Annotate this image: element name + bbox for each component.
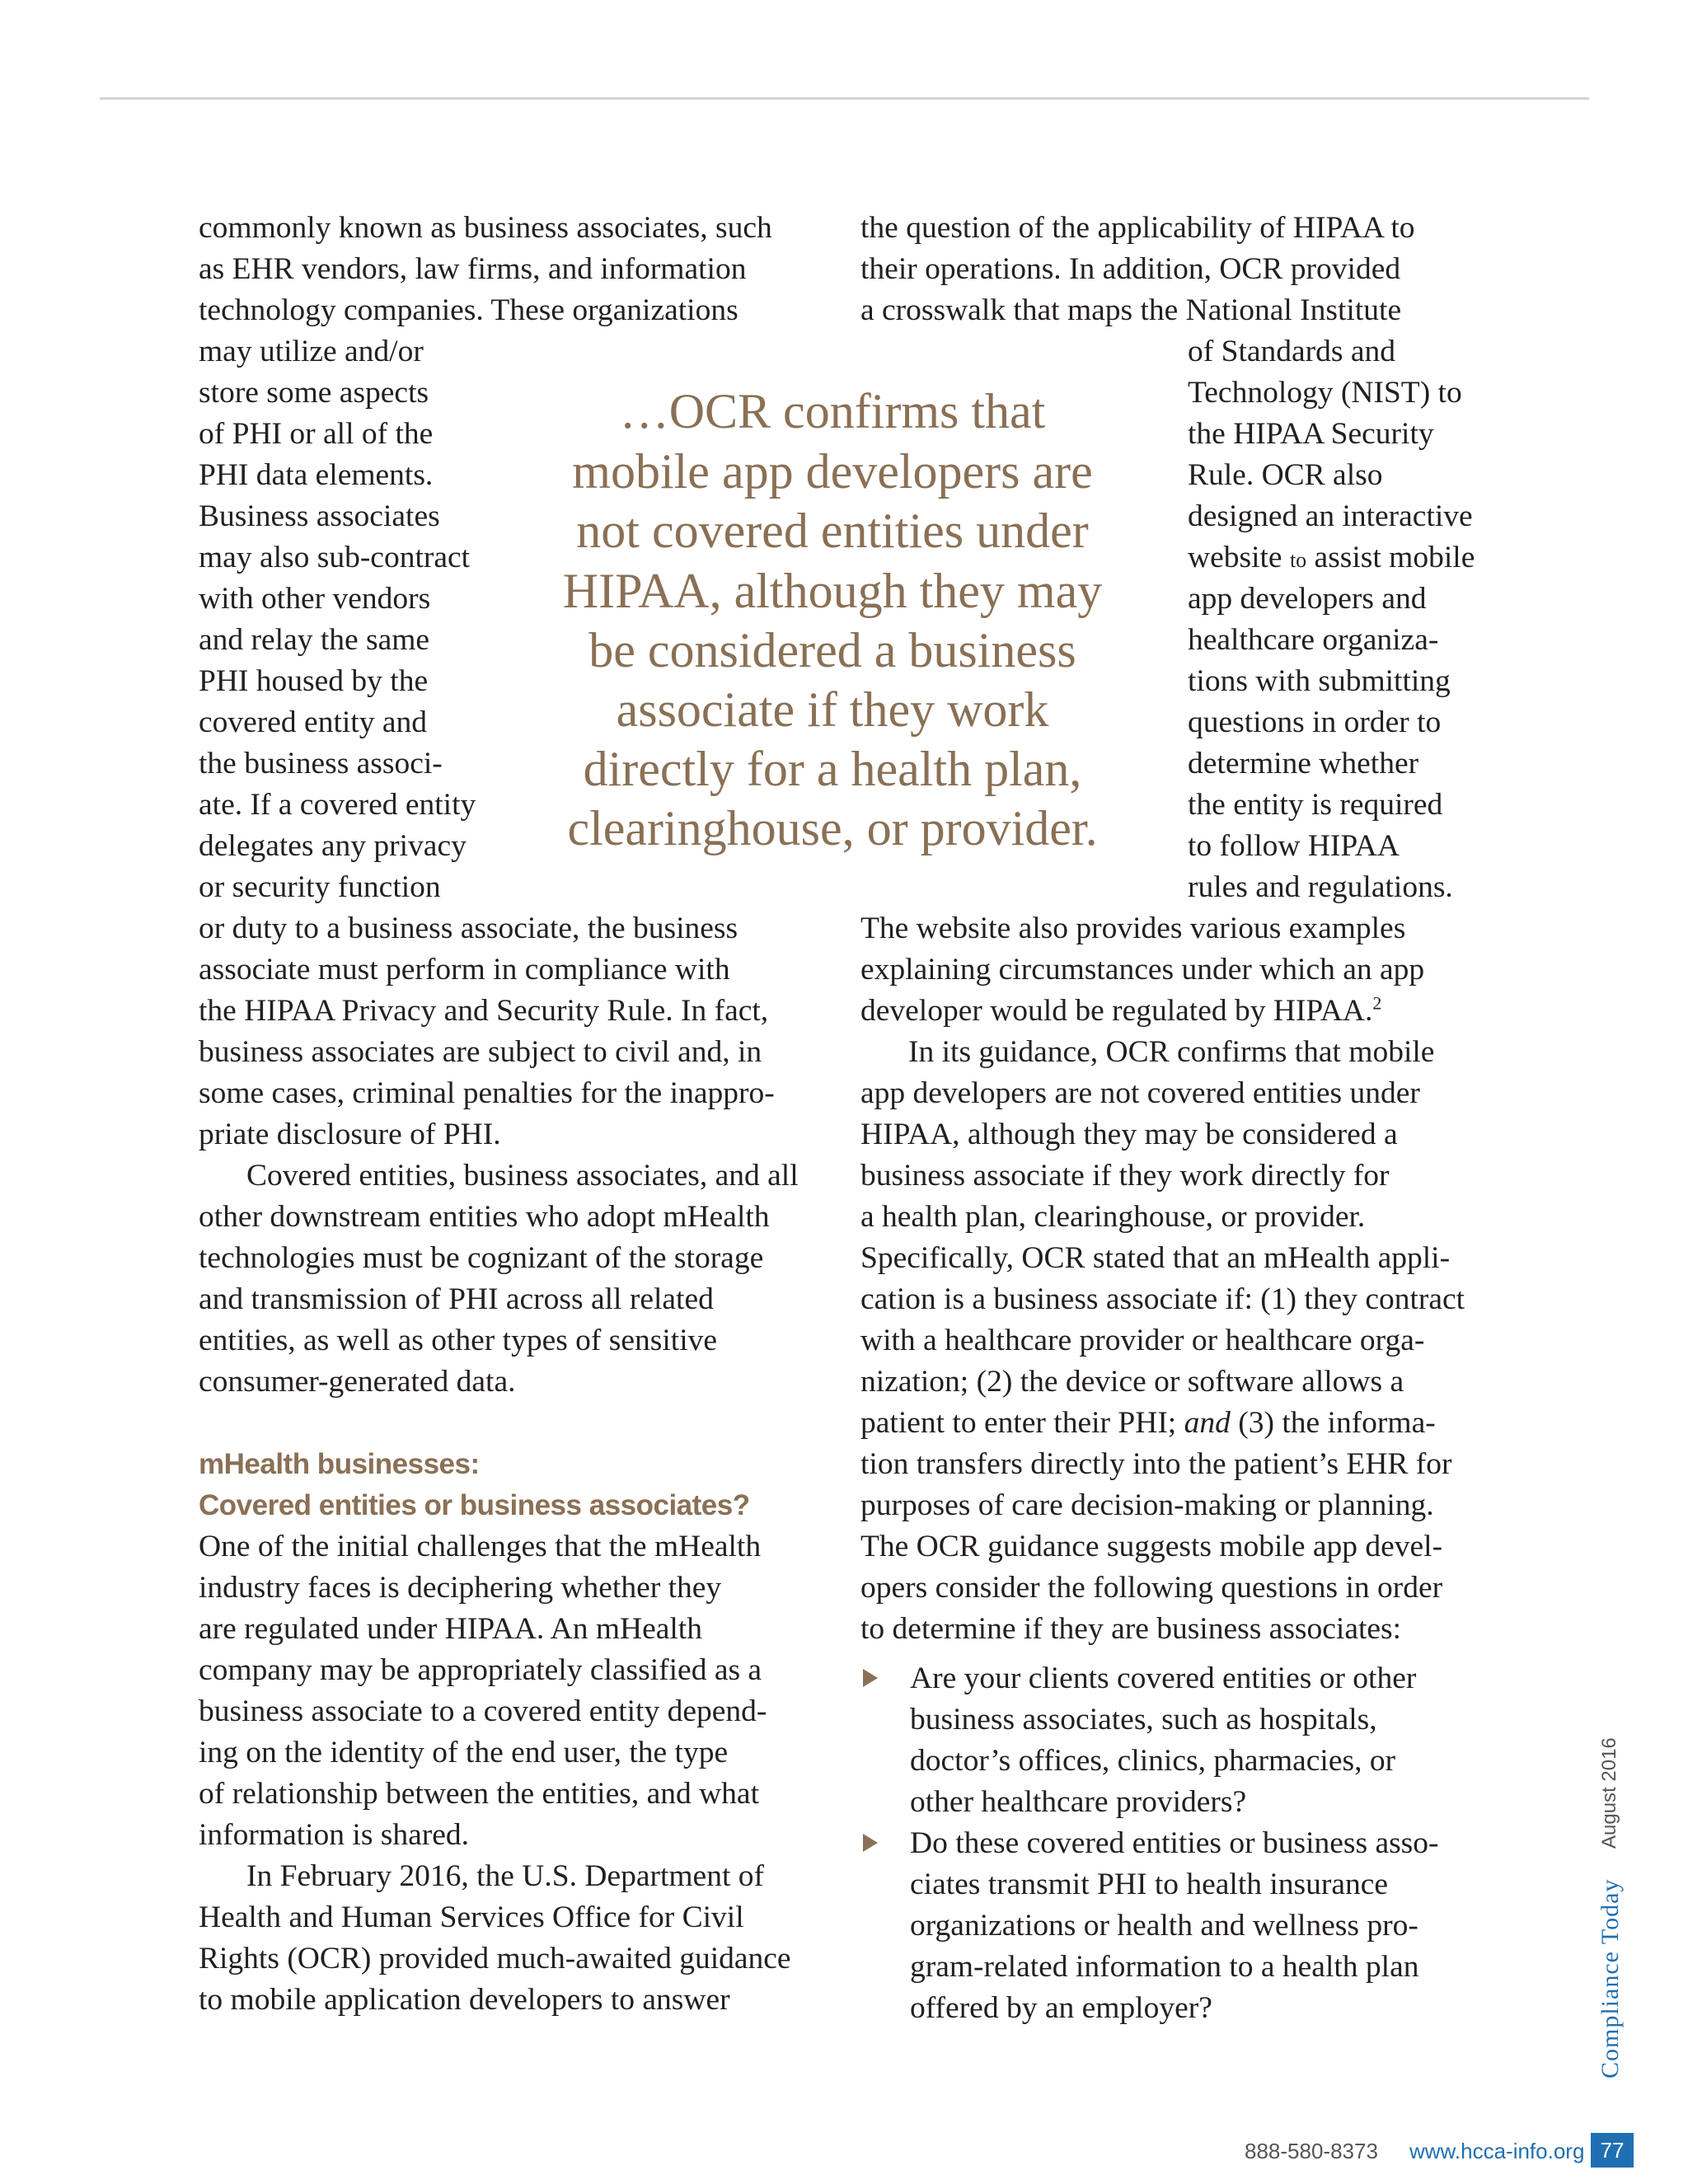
body-line: Specifically, OCR stated that an mHealth appli- [860, 1241, 1451, 1275]
page-number: 77 [1591, 2133, 1634, 2168]
bullet-line: doctor’s offices, clinics, pharmacies, or [910, 1744, 1396, 1778]
body-line: technologies must be cognizant of the storage [199, 1241, 764, 1275]
body-line: information is shared. [199, 1818, 470, 1852]
body-line: tion transfers directly into the patient’s EHR for [860, 1447, 1452, 1481]
body-line: explaining circumstances under which an app [860, 953, 1425, 987]
body-line: Rule. OCR also [1188, 458, 1383, 492]
pull-quote-line: associate if they work [616, 682, 1049, 737]
body-line: consumer-generated data. [199, 1365, 516, 1399]
body-line [860, 1403, 1436, 1444]
body-line: In February 2016, the U.S. Department of [246, 1859, 764, 1893]
pull-quote-line: mobile app developers are [572, 444, 1093, 499]
bullet-line: organizations or health and wellness pro- [910, 1909, 1418, 1943]
body-line: healthcare organiza- [1188, 623, 1439, 657]
body-line: ate. If a covered entity [199, 788, 476, 822]
body-line: to follow HIPAA [1188, 829, 1400, 863]
section-heading: mHealth businesses: [199, 1448, 480, 1480]
body-line: industry faces is deciphering whether they [199, 1571, 722, 1605]
footer-phone: 888-580-8373 [1245, 2139, 1378, 2163]
bullet-line: other healthcare providers? [910, 1785, 1247, 1819]
body-text-small: to [1289, 548, 1307, 572]
body-line: In its guidance, OCR confirms that mobile [908, 1035, 1435, 1069]
body-line: their operations. In addition, OCR provided [860, 252, 1401, 286]
pull-quote-line: not covered entities under [576, 504, 1089, 558]
footnote-ref: 2 [1372, 992, 1382, 1014]
bullet-line: business associates, such as hospitals, [910, 1703, 1377, 1736]
body-line: Technology (NIST) to [1188, 376, 1462, 410]
bullet-line: Do these covered entities or business asso- [910, 1826, 1439, 1860]
body-line: opers consider the following questions in order [860, 1571, 1443, 1605]
body-line: Covered entities, business associates, and all [246, 1159, 799, 1193]
section-heading: Covered entities or business associates? [199, 1489, 750, 1521]
magazine-title: Compliance Today [1597, 1878, 1624, 2079]
bullet-line: offered by an employer? [910, 1991, 1212, 2025]
body-line: tions with submitting [1188, 664, 1451, 698]
body-line: covered entity and [199, 705, 427, 739]
pull-quote-line: …OCR confirms that [619, 384, 1046, 438]
body-line: associate must perform in compliance with [199, 953, 730, 987]
body-line: priate disclosure of PHI. [199, 1118, 501, 1151]
body-line: of PHI or all of the [199, 417, 434, 451]
body-line: determine whether [1188, 747, 1419, 780]
body-line: Business associates [199, 499, 440, 533]
body-line: with other vendors [199, 582, 431, 616]
body-line: and relay the same [199, 623, 430, 657]
bullet-arrow-icon [863, 1834, 878, 1852]
body-line: the HIPAA Security [1188, 417, 1434, 451]
body-text: (3) the informa- [1238, 1406, 1436, 1440]
body-line: a health plan, clearinghouse, or provider. [860, 1200, 1366, 1234]
body-line: and transmission of PHI across all related [199, 1282, 714, 1316]
body-line: to mobile application developers to answer [199, 1983, 730, 2017]
body-line: with a healthcare provider or healthcare orga- [860, 1324, 1425, 1357]
body-line: designed an interactive [1188, 499, 1473, 533]
body-line: nization; (2) the device or software allows a [860, 1365, 1404, 1399]
footer-url[interactable]: www.hcca-info.org [1409, 2139, 1585, 2163]
body-text: developer would be regulated by HIPAA. [860, 994, 1373, 1028]
body-line: entities, as well as other types of sensitive [199, 1324, 718, 1357]
body-line: Health and Human Services Office for Civil [199, 1900, 744, 1934]
pull-quote-line: be considered a business [588, 623, 1076, 677]
top-rule [100, 97, 1589, 100]
body-line: purposes of care decision-making or planning. [860, 1488, 1434, 1522]
body-line: of relationship between the entities, and what [199, 1777, 759, 1811]
body-line: as EHR vendors, law firms, and information [199, 252, 747, 286]
body-line: or duty to a business associate, the business [199, 912, 738, 945]
body-line: may utilize and/or [199, 335, 424, 368]
body-text: assist mobile [1314, 541, 1475, 574]
body-line: rules and regulations. [1188, 870, 1453, 904]
body-text: website [1188, 541, 1282, 574]
body-line: company may be appropriately classified as a [199, 1653, 762, 1687]
body-line: The website also provides various examples [860, 912, 1406, 945]
body-line: the question of the applicability of HIPAA to [860, 211, 1415, 245]
body-line: app developers and [1188, 582, 1427, 616]
body-line: are regulated under HIPAA. An mHealth [199, 1612, 702, 1646]
body-line: app developers are not covered entities under [860, 1076, 1420, 1110]
pull-quote-line: clearinghouse, or provider. [567, 801, 1098, 855]
body-line: the business associ- [199, 747, 443, 780]
body-line: the entity is required [1188, 788, 1443, 822]
issue-date: August 2016 [1598, 1737, 1620, 1849]
body-line: HIPAA, although they may be considered a [860, 1118, 1398, 1151]
body-text-italic: and [1184, 1406, 1231, 1440]
body-line: delegates any privacy [199, 829, 467, 863]
body-line: One of the initial challenges that the mHealth [199, 1530, 762, 1563]
pull-quote-line: HIPAA, although they may [562, 564, 1103, 618]
body-line: of Standards and [1188, 335, 1396, 368]
bullet-line: ciates transmit PHI to health insurance [910, 1868, 1389, 1901]
body-line: commonly known as business associates, such [199, 211, 772, 245]
body-line: store some aspects [199, 376, 429, 410]
body-line: Rights (OCR) provided much-awaited guidance [199, 1942, 791, 1975]
pull-quote-line: directly for a health plan, [583, 742, 1082, 796]
body-line: business associates are subject to civil and, in [199, 1035, 762, 1069]
body-line: to determine if they are business associates: [860, 1612, 1402, 1646]
body-line: some cases, criminal penalties for the inappro- [199, 1076, 775, 1110]
body-line [860, 991, 1381, 1032]
body-line: business associate to a covered entity depend- [199, 1694, 767, 1728]
body-line: PHI housed by the [199, 664, 429, 698]
body-line: may also sub-contract [199, 541, 471, 574]
body-line [1188, 537, 1475, 581]
bullet-arrow-icon [863, 1669, 878, 1687]
body-line: business associate if they work directly for [860, 1159, 1390, 1193]
body-line: The OCR guidance suggests mobile app devel- [860, 1530, 1443, 1563]
bullet-line: gram-related information to a health plan [910, 1950, 1419, 1984]
body-line: ing on the identity of the end user, the type [199, 1736, 729, 1769]
body-text: patient to enter their PHI; [860, 1406, 1177, 1440]
body-line: other downstream entities who adopt mHealth [199, 1200, 770, 1234]
body-line: a crosswalk that maps the National Institute [860, 293, 1402, 327]
body-line: technology companies. These organizations [199, 293, 738, 327]
body-line: cation is a business associate if: (1) they contract [860, 1282, 1465, 1316]
body-line: the HIPAA Privacy and Security Rule. In fact, [199, 994, 769, 1028]
body-line: or security function [199, 870, 441, 904]
body-line: PHI data elements. [199, 458, 434, 492]
body-line: questions in order to [1188, 705, 1442, 739]
bullet-line: Are your clients covered entities or other [910, 1661, 1417, 1695]
